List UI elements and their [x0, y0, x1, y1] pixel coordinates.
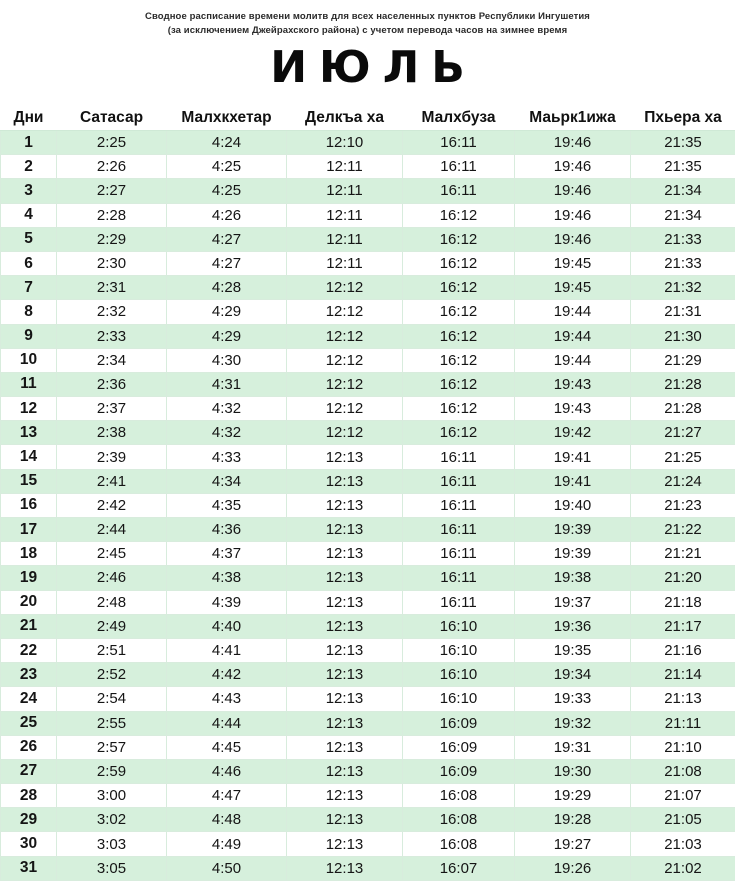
table-row	[1, 203, 735, 227]
table-row	[1, 614, 735, 638]
time-cell: 2:25	[57, 131, 167, 155]
time-cell: 4:31	[167, 372, 287, 396]
time-cell: 19:44	[515, 324, 631, 348]
time-cell: 19:26	[515, 856, 631, 880]
day-cell: 24	[1, 687, 57, 711]
day-cell: 14	[1, 445, 57, 469]
time-cell: 21:34	[631, 203, 735, 227]
time-cell: 2:30	[57, 251, 167, 275]
time-cell: 2:54	[57, 687, 167, 711]
month-title: ИЮЛЬ	[0, 44, 735, 92]
time-cell: 19:46	[515, 179, 631, 203]
time-cell: 2:27	[57, 179, 167, 203]
time-cell: 16:12	[403, 348, 515, 372]
time-cell: 12:12	[287, 421, 403, 445]
time-cell: 12:12	[287, 372, 403, 396]
table-row	[1, 276, 735, 300]
time-cell: 12:12	[287, 276, 403, 300]
time-cell: 21:29	[631, 348, 735, 372]
table-row	[1, 808, 735, 832]
time-cell: 4:24	[167, 131, 287, 155]
time-cell: 16:11	[403, 445, 515, 469]
time-cell: 16:11	[403, 155, 515, 179]
time-cell: 16:08	[403, 784, 515, 808]
time-cell: 21:30	[631, 324, 735, 348]
time-cell: 16:11	[403, 590, 515, 614]
time-cell: 2:31	[57, 276, 167, 300]
time-cell: 19:46	[515, 203, 631, 227]
time-cell: 12:13	[287, 784, 403, 808]
table-row	[1, 131, 735, 155]
time-cell: 21:18	[631, 590, 735, 614]
time-cell: 4:43	[167, 687, 287, 711]
time-cell: 4:30	[167, 348, 287, 372]
time-cell: 12:13	[287, 663, 403, 687]
table-row	[1, 179, 735, 203]
day-cell: 22	[1, 638, 57, 662]
time-cell: 16:10	[403, 638, 515, 662]
time-cell: 16:11	[403, 179, 515, 203]
time-cell: 19:45	[515, 276, 631, 300]
time-cell: 12:13	[287, 856, 403, 880]
time-cell: 4:32	[167, 421, 287, 445]
table-row	[1, 227, 735, 251]
time-cell: 4:33	[167, 445, 287, 469]
time-cell: 21:23	[631, 493, 735, 517]
time-cell: 19:27	[515, 832, 631, 856]
time-cell: 21:07	[631, 784, 735, 808]
time-cell: 4:49	[167, 832, 287, 856]
time-cell: 12:13	[287, 445, 403, 469]
time-cell: 12:12	[287, 397, 403, 421]
time-cell: 3:02	[57, 808, 167, 832]
time-cell: 19:43	[515, 397, 631, 421]
table-row	[1, 784, 735, 808]
table-row	[1, 397, 735, 421]
day-cell: 23	[1, 663, 57, 687]
time-cell: 21:25	[631, 445, 735, 469]
time-cell: 2:32	[57, 300, 167, 324]
table-row	[1, 638, 735, 662]
schedule-header	[0, 0, 735, 92]
time-cell: 3:05	[57, 856, 167, 880]
time-cell: 12:11	[287, 227, 403, 251]
time-cell: 12:13	[287, 735, 403, 759]
column-header: Малхбуза	[403, 106, 515, 131]
time-cell: 4:28	[167, 276, 287, 300]
table-row	[1, 300, 735, 324]
day-cell: 2	[1, 155, 57, 179]
time-cell: 2:46	[57, 566, 167, 590]
day-cell: 4	[1, 203, 57, 227]
time-cell: 4:50	[167, 856, 287, 880]
time-cell: 4:32	[167, 397, 287, 421]
time-cell: 12:13	[287, 590, 403, 614]
table-row	[1, 324, 735, 348]
day-cell: 25	[1, 711, 57, 735]
time-cell: 21:35	[631, 131, 735, 155]
time-cell: 16:12	[403, 324, 515, 348]
time-cell: 19:44	[515, 348, 631, 372]
day-cell: 12	[1, 397, 57, 421]
table-row	[1, 590, 735, 614]
time-cell: 12:13	[287, 518, 403, 542]
table-row	[1, 687, 735, 711]
time-cell: 2:33	[57, 324, 167, 348]
day-cell: 20	[1, 590, 57, 614]
time-cell: 2:36	[57, 372, 167, 396]
table-row	[1, 493, 735, 517]
time-cell: 19:33	[515, 687, 631, 711]
day-cell: 6	[1, 251, 57, 275]
time-cell: 19:37	[515, 590, 631, 614]
time-cell: 19:31	[515, 735, 631, 759]
time-cell: 12:10	[287, 131, 403, 155]
time-cell: 2:51	[57, 638, 167, 662]
day-cell: 5	[1, 227, 57, 251]
time-cell: 2:45	[57, 542, 167, 566]
time-cell: 2:28	[57, 203, 167, 227]
time-cell: 4:36	[167, 518, 287, 542]
time-cell: 3:03	[57, 832, 167, 856]
time-cell: 12:13	[287, 808, 403, 832]
time-cell: 4:26	[167, 203, 287, 227]
time-cell: 21:24	[631, 469, 735, 493]
day-cell: 28	[1, 784, 57, 808]
day-cell: 18	[1, 542, 57, 566]
time-cell: 12:13	[287, 638, 403, 662]
time-cell: 3:00	[57, 784, 167, 808]
time-cell: 4:44	[167, 711, 287, 735]
time-cell: 2:34	[57, 348, 167, 372]
table-row	[1, 759, 735, 783]
table-row	[1, 856, 735, 880]
time-cell: 12:13	[287, 614, 403, 638]
time-cell: 16:11	[403, 518, 515, 542]
time-cell: 16:11	[403, 493, 515, 517]
day-cell: 8	[1, 300, 57, 324]
time-cell: 16:11	[403, 566, 515, 590]
time-cell: 21:35	[631, 155, 735, 179]
time-cell: 12:13	[287, 711, 403, 735]
time-cell: 12:11	[287, 251, 403, 275]
column-header: Сатасар	[57, 106, 167, 131]
time-cell: 19:29	[515, 784, 631, 808]
time-cell: 4:45	[167, 735, 287, 759]
table-row	[1, 372, 735, 396]
time-cell: 21:22	[631, 518, 735, 542]
time-cell: 21:28	[631, 372, 735, 396]
table-row	[1, 542, 735, 566]
time-cell: 19:46	[515, 155, 631, 179]
time-cell: 2:59	[57, 759, 167, 783]
time-cell: 19:41	[515, 469, 631, 493]
table-row	[1, 735, 735, 759]
time-cell: 4:46	[167, 759, 287, 783]
column-header: Делкъа ха	[287, 106, 403, 131]
column-header: Дни	[1, 106, 57, 131]
time-cell: 21:27	[631, 421, 735, 445]
time-cell: 21:17	[631, 614, 735, 638]
time-cell: 2:26	[57, 155, 167, 179]
time-cell: 16:12	[403, 227, 515, 251]
time-cell: 21:33	[631, 227, 735, 251]
day-cell: 17	[1, 518, 57, 542]
day-cell: 10	[1, 348, 57, 372]
day-cell: 1	[1, 131, 57, 155]
time-cell: 12:12	[287, 300, 403, 324]
table-header-row	[1, 106, 735, 131]
time-cell: 19:41	[515, 445, 631, 469]
time-cell: 12:13	[287, 832, 403, 856]
time-cell: 2:38	[57, 421, 167, 445]
table-row	[1, 832, 735, 856]
time-cell: 4:41	[167, 638, 287, 662]
day-cell: 9	[1, 324, 57, 348]
time-cell: 2:57	[57, 735, 167, 759]
time-cell: 16:09	[403, 759, 515, 783]
time-cell: 16:12	[403, 203, 515, 227]
time-cell: 21:33	[631, 251, 735, 275]
time-cell: 21:02	[631, 856, 735, 880]
time-cell: 2:44	[57, 518, 167, 542]
day-cell: 13	[1, 421, 57, 445]
day-cell: 16	[1, 493, 57, 517]
table-row	[1, 421, 735, 445]
time-cell: 19:38	[515, 566, 631, 590]
time-cell: 21:34	[631, 179, 735, 203]
time-cell: 16:10	[403, 687, 515, 711]
time-cell: 21:08	[631, 759, 735, 783]
time-cell: 2:49	[57, 614, 167, 638]
time-cell: 16:12	[403, 421, 515, 445]
table-row	[1, 663, 735, 687]
time-cell: 2:55	[57, 711, 167, 735]
day-cell: 11	[1, 372, 57, 396]
time-cell: 16:11	[403, 469, 515, 493]
time-cell: 19:30	[515, 759, 631, 783]
time-cell: 16:12	[403, 372, 515, 396]
time-cell: 12:11	[287, 155, 403, 179]
day-cell: 21	[1, 614, 57, 638]
time-cell: 19:42	[515, 421, 631, 445]
time-cell: 12:11	[287, 203, 403, 227]
time-cell: 4:29	[167, 300, 287, 324]
time-cell: 16:11	[403, 131, 515, 155]
time-cell: 19:36	[515, 614, 631, 638]
time-cell: 16:10	[403, 614, 515, 638]
time-cell: 12:13	[287, 566, 403, 590]
time-cell: 12:13	[287, 759, 403, 783]
table-row	[1, 566, 735, 590]
time-cell: 21:32	[631, 276, 735, 300]
time-cell: 16:08	[403, 808, 515, 832]
time-cell: 2:52	[57, 663, 167, 687]
prayer-times-table	[0, 106, 735, 881]
time-cell: 2:42	[57, 493, 167, 517]
time-cell: 2:48	[57, 590, 167, 614]
time-cell: 16:10	[403, 663, 515, 687]
time-cell: 16:09	[403, 711, 515, 735]
time-cell: 16:12	[403, 397, 515, 421]
time-cell: 21:03	[631, 832, 735, 856]
time-cell: 2:39	[57, 445, 167, 469]
time-cell: 19:44	[515, 300, 631, 324]
time-cell: 21:11	[631, 711, 735, 735]
time-cell: 12:13	[287, 687, 403, 711]
time-cell: 4:34	[167, 469, 287, 493]
table-row	[1, 518, 735, 542]
time-cell: 19:32	[515, 711, 631, 735]
time-cell: 19:35	[515, 638, 631, 662]
day-cell: 19	[1, 566, 57, 590]
time-cell: 4:40	[167, 614, 287, 638]
time-cell: 16:07	[403, 856, 515, 880]
time-cell: 4:39	[167, 590, 287, 614]
time-cell: 21:13	[631, 687, 735, 711]
time-cell: 4:42	[167, 663, 287, 687]
time-cell: 4:25	[167, 179, 287, 203]
time-cell: 12:12	[287, 348, 403, 372]
time-cell: 21:21	[631, 542, 735, 566]
time-cell: 12:13	[287, 469, 403, 493]
day-cell: 29	[1, 808, 57, 832]
day-cell: 7	[1, 276, 57, 300]
time-cell: 12:13	[287, 493, 403, 517]
time-cell: 19:43	[515, 372, 631, 396]
table-row	[1, 348, 735, 372]
time-cell: 19:28	[515, 808, 631, 832]
time-cell: 4:48	[167, 808, 287, 832]
time-cell: 4:47	[167, 784, 287, 808]
time-cell: 12:12	[287, 324, 403, 348]
time-cell: 2:41	[57, 469, 167, 493]
table-row	[1, 711, 735, 735]
time-cell: 19:34	[515, 663, 631, 687]
time-cell: 12:11	[287, 179, 403, 203]
time-cell: 21:14	[631, 663, 735, 687]
column-header: Пхьера ха	[631, 106, 735, 131]
time-cell: 21:10	[631, 735, 735, 759]
day-cell: 31	[1, 856, 57, 880]
schedule-subtitle-line-2: (за исключением Джейрахского района) с учетом перевода часов на зимнее время	[0, 24, 735, 38]
time-cell: 19:40	[515, 493, 631, 517]
time-cell: 16:12	[403, 300, 515, 324]
time-cell: 4:27	[167, 227, 287, 251]
time-cell: 19:46	[515, 131, 631, 155]
time-cell: 16:12	[403, 251, 515, 275]
table-body	[1, 131, 735, 881]
time-cell: 12:13	[287, 542, 403, 566]
time-cell: 19:46	[515, 227, 631, 251]
time-cell: 21:05	[631, 808, 735, 832]
time-cell: 21:31	[631, 300, 735, 324]
table-row	[1, 469, 735, 493]
time-cell: 21:16	[631, 638, 735, 662]
table-row	[1, 445, 735, 469]
time-cell: 4:37	[167, 542, 287, 566]
time-cell: 4:35	[167, 493, 287, 517]
time-cell: 19:39	[515, 542, 631, 566]
time-cell: 4:29	[167, 324, 287, 348]
time-cell: 19:45	[515, 251, 631, 275]
time-cell: 21:28	[631, 397, 735, 421]
time-cell: 21:20	[631, 566, 735, 590]
time-cell: 16:12	[403, 276, 515, 300]
table-row	[1, 155, 735, 179]
time-cell: 16:11	[403, 542, 515, 566]
time-cell: 4:25	[167, 155, 287, 179]
day-cell: 15	[1, 469, 57, 493]
time-cell: 2:37	[57, 397, 167, 421]
time-cell: 16:09	[403, 735, 515, 759]
table-row	[1, 251, 735, 275]
column-header: Маьрк1ижа	[515, 106, 631, 131]
column-header: Малхкхетар	[167, 106, 287, 131]
time-cell: 2:29	[57, 227, 167, 251]
time-cell: 4:27	[167, 251, 287, 275]
day-cell: 30	[1, 832, 57, 856]
schedule-subtitle-line-1: Сводное расписание времени молитв для всех населенных пунктов Республики Ингушетия	[0, 10, 735, 24]
time-cell: 16:08	[403, 832, 515, 856]
day-cell: 3	[1, 179, 57, 203]
day-cell: 27	[1, 759, 57, 783]
time-cell: 19:39	[515, 518, 631, 542]
time-cell: 4:38	[167, 566, 287, 590]
day-cell: 26	[1, 735, 57, 759]
